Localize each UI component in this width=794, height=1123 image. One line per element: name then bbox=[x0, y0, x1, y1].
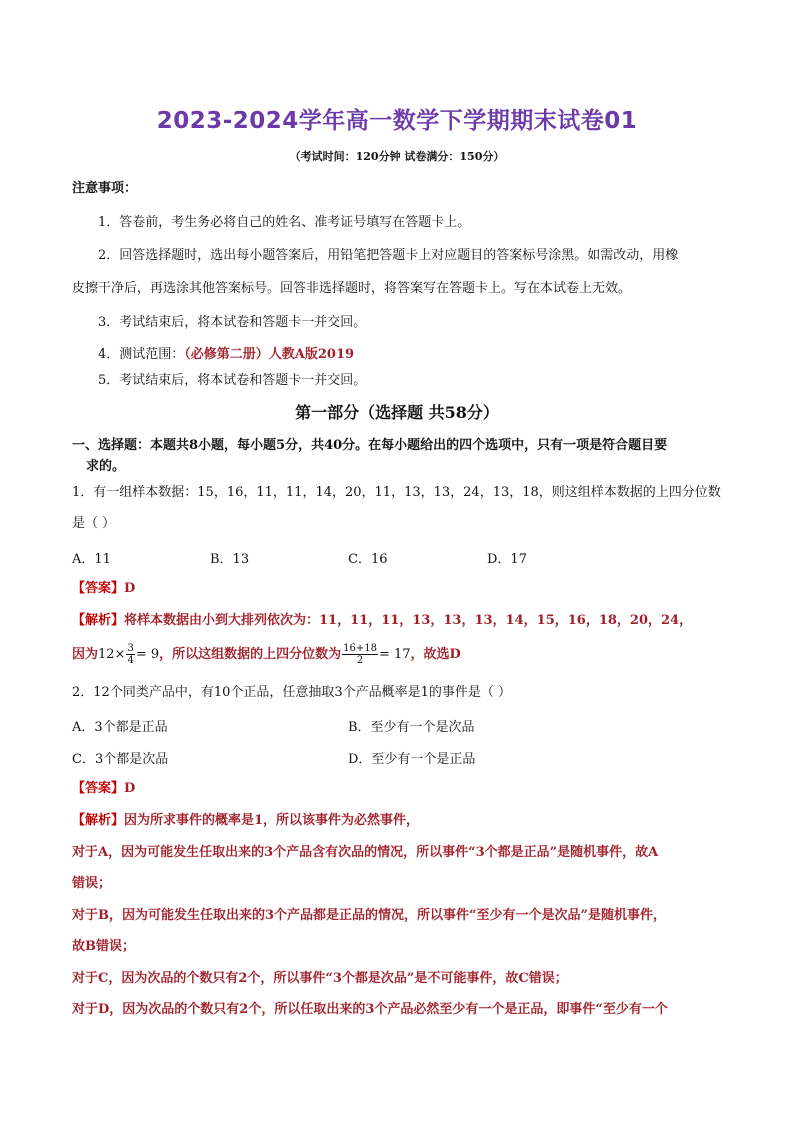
q1-option-d: D．17 bbox=[487, 552, 527, 567]
notice-item-3: 3．考试结束后，将本试卷和答题卡一并交回。 bbox=[98, 315, 367, 330]
q2-option-c: C．3个都是次品 bbox=[72, 752, 169, 767]
q1-analysis-middle: ，所以这组数据的上四分位数为 bbox=[159, 647, 342, 662]
q2-analysis-text: 因为所求事件的概率是1，所以该事件为必然事件， bbox=[124, 813, 420, 828]
q2-option-b: B．至少有一个是次品 bbox=[348, 720, 475, 735]
fraction-numerator: 16+18 bbox=[343, 643, 377, 654]
q1-stem-line-2: 是（ ） bbox=[72, 516, 116, 531]
q1-analysis-conclusion: ，故选D bbox=[410, 647, 461, 662]
notice-item-2-line-2: 皮擦干净后，再选涂其他答案标号。回答非选择题时，将答案写在答题卡上。写在本试卷上无效。 bbox=[72, 281, 632, 296]
section-title: 第一部分（选择题 共58分） bbox=[295, 403, 499, 422]
q1-option-a: A．11 bbox=[72, 552, 111, 567]
exam-info: （考试时间：120分钟 试卷满分：150分） bbox=[289, 150, 505, 163]
q2-analysis-line-5: 故B错误； bbox=[72, 939, 135, 954]
notice-item-5: 5．考试结束后，将本试卷和答题卡一并交回。 bbox=[98, 373, 367, 388]
math1-left: 12× bbox=[98, 647, 126, 662]
notice-item-4 bbox=[98, 346, 354, 364]
q2-analysis-line-4: 对于B，因为可能发生任取出来的3个产品都是正品的情况，所以事件“至少有一个是次品”是随机事件， bbox=[72, 908, 666, 923]
notice-item-1: 1．答卷前，考生务必将自己的姓名、准考证号填写在答题卡上。 bbox=[98, 215, 471, 230]
q2-answer-value: D bbox=[124, 781, 136, 796]
fraction-sum-over-2 bbox=[342, 643, 378, 666]
notice-heading: 注意事项： bbox=[72, 181, 138, 196]
fraction-denominator: 4 bbox=[127, 655, 134, 666]
math-expr-2 bbox=[341, 643, 411, 666]
q2-analysis-line-2: 对于A，因为可能发生任取出来的3个产品含有次品的情况，所以事件“3个都是正品”是随机事件，故A bbox=[72, 845, 659, 860]
q2-analysis-label: 【解析】 bbox=[72, 813, 125, 828]
q2-answer-label: 【答案】 bbox=[72, 781, 125, 796]
notice-item-2-line-1: 2．回答选择题时，选出每小题答案后，用铅笔把答题卡上对应题目的答案标号涂黑。如需改动，用橡 bbox=[98, 248, 679, 263]
test-range: （必修第二册）人教A版2019 bbox=[184, 347, 355, 362]
fraction-denominator: 2 bbox=[356, 655, 364, 666]
q1-answer bbox=[72, 580, 135, 598]
q1-option-c: C．16 bbox=[348, 552, 388, 567]
q1-answer-label: 【答案】 bbox=[72, 581, 125, 596]
q2-option-a: A．3个都是正品 bbox=[72, 720, 168, 735]
part1-intro-line-2: 求的。 bbox=[86, 459, 126, 474]
q2-stem: 2．12个同类产品中，有10个正品，任意抽取3个产品概率是1的事件是（ ） bbox=[72, 685, 512, 700]
q2-analysis-line-6: 对于C，因为次品的个数只有2个，所以事件“3个都是次品”是不可能事件，故C错误； bbox=[72, 971, 568, 986]
notice-item-4-prefix: 4．测试范围： bbox=[98, 347, 185, 362]
math-expr-1 bbox=[98, 643, 160, 666]
q1-stem-line-1: 1．有一组样本数据：15，16，11，11，14，20，11，13，13，24，13，18，则这组样本数据的上四分位数 bbox=[72, 485, 721, 500]
q2-answer bbox=[72, 780, 135, 798]
q1-analysis-label: 【解析】 bbox=[72, 613, 125, 628]
q2-analysis-line-3: 错误； bbox=[72, 876, 112, 891]
q1-analysis-text: 将样本数据由小到大排列依次为：11，11，11，13，13，13，14，15，16，18，20，24， bbox=[124, 613, 693, 628]
fraction-numerator: 3 bbox=[127, 643, 134, 654]
part1-intro-line-1: 一、选择题：本题共8小题，每小题5分，共40分。在每小题给出的四个选项中，只有一项是符合题目要 bbox=[72, 438, 668, 453]
math2-right: = 17 bbox=[378, 647, 411, 662]
math1-right: = 9 bbox=[135, 647, 160, 662]
q1-analysis-line-2 bbox=[72, 642, 461, 668]
q2-option-d: D．至少有一个是正品 bbox=[348, 752, 476, 767]
q1-analysis-because: 因为 bbox=[72, 647, 99, 662]
q1-answer-value: D bbox=[124, 581, 136, 596]
page-title: 2023-2024学年高一数学下学期期末试卷01 bbox=[156, 108, 638, 134]
q2-analysis-line-1 bbox=[72, 812, 419, 830]
q1-option-b: B．13 bbox=[210, 552, 250, 567]
q2-analysis-line-7: 对于D，因为次品的个数只有2个，所以任取出来的3个产品必然至少有一个是正品，即事件“至少有一个 bbox=[72, 1002, 668, 1017]
fraction-3-4 bbox=[126, 643, 134, 666]
q1-analysis-line-1 bbox=[72, 612, 692, 630]
